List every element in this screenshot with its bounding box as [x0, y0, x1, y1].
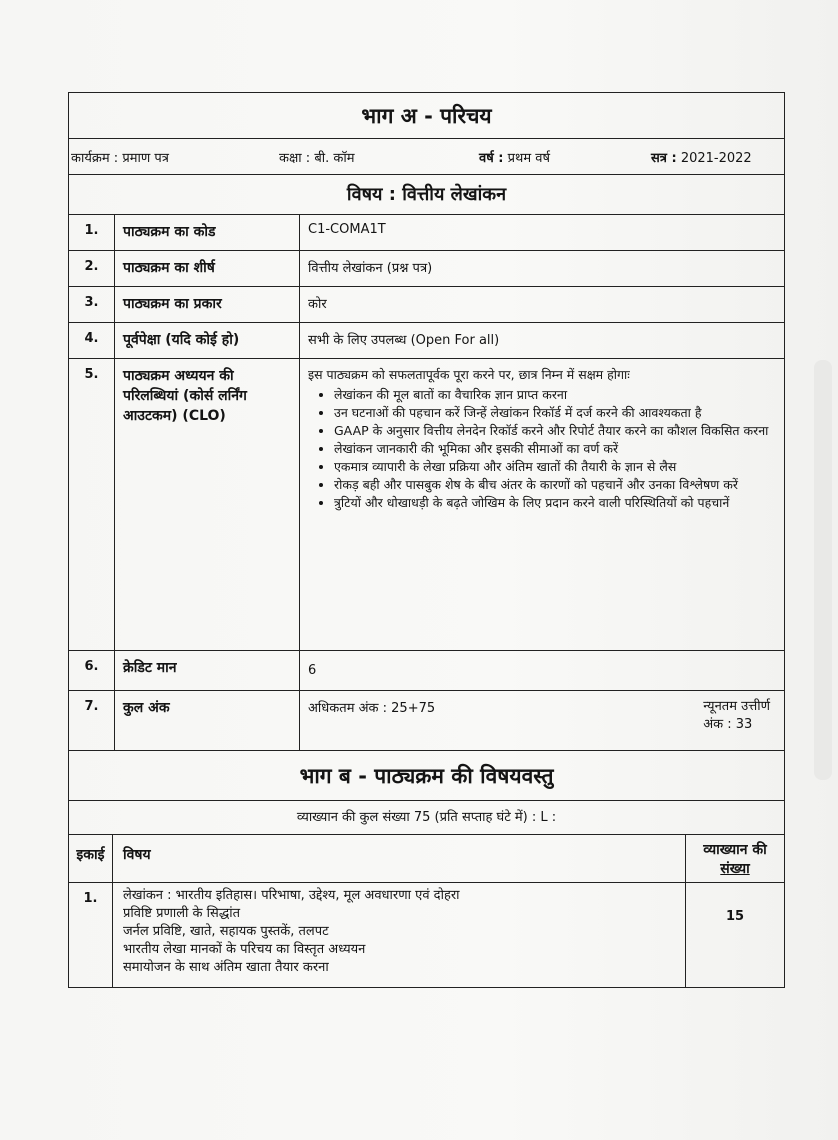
clo-content — [300, 359, 784, 650]
part-b-title: भाग ब - पाठ्यक्रम की विषयवस्तु — [69, 751, 784, 801]
info-bar — [69, 139, 784, 175]
list-item: • उन घटनाओं की पहचान करें जिन्हें लेखांकन रिकॉर्ड में दर्ज करने की आवश्यकता है — [334, 404, 776, 422]
list-item: • एकमात्र व्यापारी के लेखा प्रक्रिया और अंतिम खातों की तैयारी के ज्ञान से लैस — [334, 458, 776, 476]
session-field: सत्र : 2021-2022 — [651, 150, 752, 166]
lectures-total: व्याख्यान की कुल संख्या 75 (प्रति सप्ताह घंटे में) : L : — [69, 801, 784, 835]
lectures-header: व्याख्यान की संख्या — [703, 842, 767, 877]
part-a-title: भाग अ - परिचय — [69, 93, 784, 139]
topic-line: लेखांकन : भारतीय इतिहास। परिभाषा, उद्देश्य, मूल अवधारणा एवं दोहरा — [123, 888, 460, 903]
table-row: 2. पाठ्यक्रम का शीर्ष वित्तीय लेखांकन (प्रश्न पत्र) — [69, 251, 784, 287]
year-field: वर्ष : प्रथम वर्ष — [479, 150, 550, 166]
clo-row: 5. पाठ्यक्रम अध्ययन की परिलब्धियां (कोर्स लर्निंग आउटकम) (CLO) इस पाठ्यक्रम को सफलतापूर्वक पूरा करने पर, छात्र निम्न में सक्षम होगाः • लेखांकन की मूल बातों का वैचारिक ज्ञान प्राप्त करना • उन घटनाओं की पहचान करें जिन्हें लेखांकन रिकॉर्ड में दर्ज करने की आवश्यकता है • GAAP के अनुसार वित्तीय लेनदेन रिकॉर्ड करने और रिपोर्ट तैयार करने का कौशल विकसित करना • लेखांकन जानकारी की भूमिका और इसकी सीमाओं का वर्ण करें • एकमात्र व्यापारी के लेखा प्रक्रिया और अंतिम खातों की तैयारी के ज्ञान से लैस • रोकड़ बही और पासबुक शेष के बीच अंतर के कारणों को पहचानें और उनका विश्लेषण करें • त्रुटियों और धोखाधड़ी के बढ़ते जोखिम के लिए प्रदान करने वाली परिस्थितियों को पहचानें — [69, 359, 784, 651]
scan-shadow — [814, 360, 832, 780]
topic-line: प्रविष्टि प्रणाली के सिद्धांत — [123, 906, 240, 921]
list-item: • लेखांकन जानकारी की भूमिका और इसकी सीमाओं का वर्ण करें — [334, 440, 776, 458]
topic-line: समायोजन के साथ अंतिम खाता तैयार करना — [123, 960, 329, 975]
table-row: 3. पाठ्यक्रम का प्रकार कोर — [69, 287, 784, 323]
list-item: • GAAP के अनुसार वित्तीय लेनदेन रिकॉर्ड करने और रिपोर्ट तैयार करने का कौशल विकसित करना — [334, 422, 776, 440]
program-field: कार्यक्रम : प्रमाण पत्र — [71, 150, 169, 166]
unit-topics — [113, 883, 686, 987]
topic-line: भारतीय लेखा मानकों के परिचय का विस्तृत अध्ययन — [123, 942, 366, 957]
syllabus-table — [68, 92, 785, 988]
table-header-row: इकाई विषय व्याख्यान की संख्या — [69, 835, 784, 883]
class-field: कक्षा : बी. कॉम — [279, 150, 355, 166]
marks-row: 7. कुल अंक अधिकतम अंक : 25+75 न्यूनतम उत्तीर्ण अंक : 33 — [69, 691, 784, 751]
subject-row: विषय : वित्तीय लेखांकन — [69, 175, 784, 215]
credit-row: 6. क्रेडिट मान 6 — [69, 651, 784, 691]
list-item: • त्रुटियों और धोखाधड़ी के बढ़ते जोखिम के लिए प्रदान करने वाली परिस्थितियों को पहचानें — [334, 494, 776, 512]
clo-intro: इस पाठ्यक्रम को सफलतापूर्वक पूरा करने पर, छात्र निम्न में सक्षम होगाः — [308, 367, 630, 382]
clo-list — [308, 386, 776, 512]
topic-line: जर्नल प्रविष्टि, खाते, सहायक पुस्तकें, तलपट — [123, 924, 329, 939]
unit-row: 1. लेखांकन : भारतीय इतिहास। परिभाषा, उद्देश्य, मूल अवधारणा एवं दोहरा प्रविष्टि प्रणाली के सिद्धांत जर्नल प्रविष्टि, खाते, सहायक पुस्तकें, तलपट भारतीय लेखा मानकों के परिचय का विस्तृत अध्ययन समायोजन के साथ अंतिम खाता तैयार करना 15 — [69, 883, 784, 987]
list-item: • रोकड़ बही और पासबुक शेष के बीच अंतर के कारणों को पहचानें और उनका विश्लेषण करें — [334, 476, 776, 494]
max-marks: अधिकतम अंक : 25+75 — [308, 701, 436, 716]
table-row: 4. पूर्वपेक्षा (यदि कोई हो) सभी के लिए उपलब्ध (Open For all) — [69, 323, 784, 359]
table-row: 1. पाठ्यक्रम का कोड C1-COMA1T — [69, 215, 784, 251]
marks-content — [300, 691, 784, 750]
list-item: • लेखांकन की मूल बातों का वैचारिक ज्ञान प्राप्त करना — [334, 386, 776, 404]
min-pass-marks: न्यूनतम उत्तीर्ण अंक : 33 — [703, 699, 770, 732]
